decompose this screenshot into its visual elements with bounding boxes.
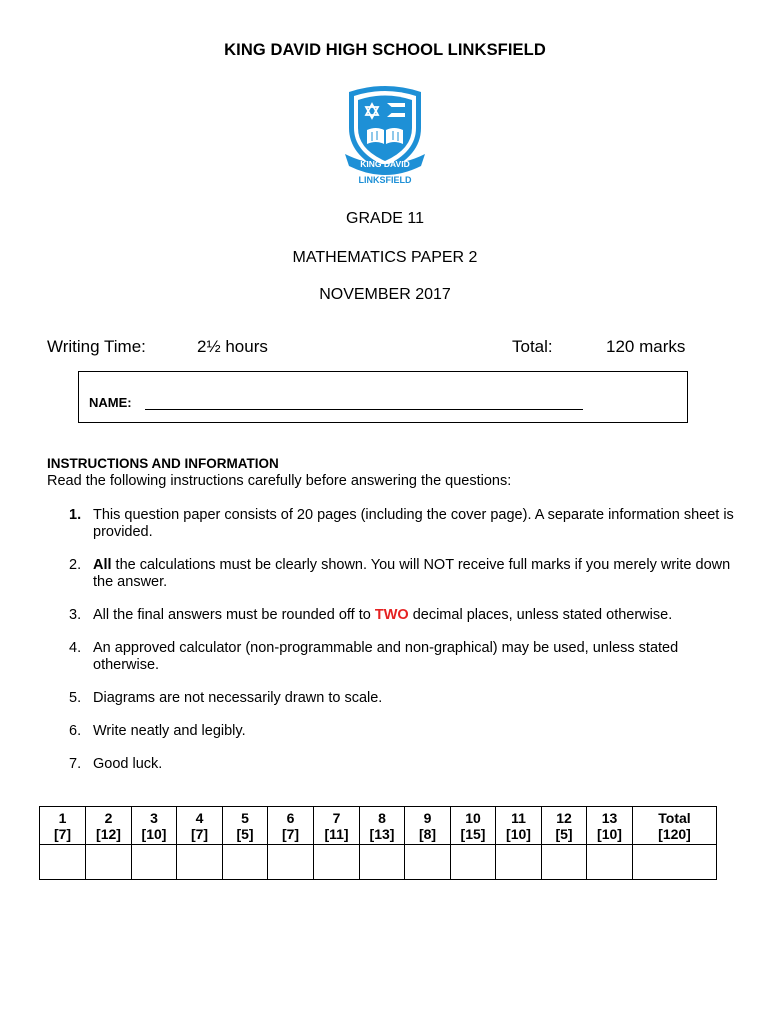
instruction-text: An approved calculator (non-programmable and non-graphical) may be used, unless stated otherwise. <box>93 640 679 673</box>
question-number: 13 <box>601 810 618 826</box>
exam-date: NOVEMBER 2017 <box>319 286 451 303</box>
name-label: NAME: <box>89 395 132 410</box>
writing-time-label: Writing Time: <box>47 337 146 356</box>
question-mark-cell <box>268 807 314 845</box>
instruction-rest: the calculations must be clearly shown. You will NOT receive full marks if you merely write down the answer. <box>93 557 731 590</box>
instructions-heading: INSTRUCTIONS AND INFORMATION <box>47 456 279 471</box>
instruction-number: 1. <box>69 507 82 523</box>
school-crest-logo <box>339 80 431 188</box>
question-max-marks: [7] <box>53 826 72 842</box>
score-cell[interactable] <box>405 845 451 880</box>
score-cell[interactable] <box>587 845 633 880</box>
question-max-marks: [10] <box>597 826 622 842</box>
question-mark-cell <box>633 807 717 845</box>
question-max-marks: [8] <box>418 826 437 842</box>
score-cell[interactable] <box>177 845 223 880</box>
question-mark-cell <box>40 807 86 845</box>
score-cell[interactable] <box>314 845 360 880</box>
question-max-marks: [15] <box>460 826 486 842</box>
question-number: 7 <box>332 810 341 826</box>
score-cell[interactable] <box>132 845 177 880</box>
question-number: 2 <box>104 810 113 826</box>
marks-table <box>39 806 717 880</box>
question-mark-cell <box>86 807 132 845</box>
question-max-marks: [10] <box>506 826 531 842</box>
instruction-item <box>69 557 739 591</box>
score-cell[interactable] <box>40 845 86 880</box>
name-box <box>78 371 688 423</box>
instructions-intro: Read the following instructions carefully before answering the questions: <box>47 473 512 489</box>
instruction-text: Write neatly and legibly. <box>93 723 246 739</box>
question-mark-cell <box>542 807 587 845</box>
question-mark-cell <box>177 807 223 845</box>
instruction-text <box>93 607 739 624</box>
total-value: 120 marks <box>606 337 686 356</box>
question-number: 11 <box>511 810 526 826</box>
marks-header-row <box>40 807 717 845</box>
score-cell[interactable] <box>451 845 496 880</box>
marks-score-row <box>40 845 717 880</box>
instruction-bold-lead: All <box>93 557 112 573</box>
question-mark-cell <box>314 807 360 845</box>
question-mark-cell <box>405 807 451 845</box>
instruction-item <box>69 507 739 541</box>
instruction-text: Diagrams are not necessarily drawn to scale. <box>93 690 383 706</box>
paper-title: MATHEMATICS PAPER 2 <box>292 249 478 266</box>
instruction-item <box>69 607 739 624</box>
instructions-list <box>69 507 739 789</box>
question-mark-cell <box>496 807 542 845</box>
question-mark-cell <box>451 807 496 845</box>
question-number: 12 <box>556 810 572 826</box>
score-cell[interactable] <box>223 845 268 880</box>
instruction-number: 7. <box>69 756 82 772</box>
question-max-marks: [7] <box>190 826 209 842</box>
question-number: Total <box>658 810 691 826</box>
instruction-number: 3. <box>69 607 82 623</box>
question-max-marks: [7] <box>281 826 300 842</box>
question-max-marks: [10] <box>141 826 167 842</box>
instruction-text <box>93 557 739 591</box>
question-number: 4 <box>195 810 204 826</box>
instruction-highlight: TWO <box>374 607 409 623</box>
instruction-item <box>69 640 739 674</box>
instruction-number: 6. <box>69 723 82 739</box>
question-number: 8 <box>378 810 386 826</box>
writing-time-value: 2½ hours <box>197 337 268 356</box>
instruction-text: Good luck. <box>93 756 163 772</box>
question-mark-cell <box>223 807 268 845</box>
instruction-item <box>69 756 739 773</box>
score-cell[interactable] <box>86 845 132 880</box>
instruction-text: This question paper consists of 20 pages (including the cover page). A separate information sheet is provided. <box>93 507 734 540</box>
score-cell[interactable] <box>268 845 314 880</box>
instruction-number: 2. <box>69 557 82 573</box>
instruction-item <box>69 690 739 707</box>
question-number: 9 <box>423 810 432 826</box>
grade-title: GRADE 11 <box>346 210 424 227</box>
instruction-number: 5. <box>69 690 82 706</box>
question-max-marks: [5] <box>236 826 254 842</box>
score-cell[interactable] <box>542 845 587 880</box>
instruction-text-after: decimal places, unless stated otherwise. <box>408 607 673 623</box>
question-max-marks: [120] <box>658 826 691 842</box>
question-max-marks: [11] <box>324 826 349 842</box>
question-max-marks: [5] <box>555 826 573 842</box>
question-mark-cell <box>360 807 405 845</box>
crest-location-text: LINKSFIELD <box>358 175 412 185</box>
question-number: 6 <box>286 810 295 826</box>
instruction-text-before: All the final answers must be rounded off to <box>93 607 375 623</box>
flag-icon <box>387 103 405 117</box>
question-number: 10 <box>465 810 481 826</box>
question-mark-cell <box>132 807 177 845</box>
score-cell[interactable] <box>360 845 405 880</box>
question-number: 5 <box>241 810 249 826</box>
instruction-item <box>69 723 739 740</box>
name-input-line[interactable] <box>145 409 583 410</box>
question-max-marks: [12] <box>96 826 121 842</box>
question-mark-cell <box>587 807 633 845</box>
question-max-marks: [13] <box>369 826 395 842</box>
instruction-number: 4. <box>69 640 82 656</box>
question-number: 3 <box>150 810 158 826</box>
question-number: 1 <box>58 810 67 826</box>
school-name: KING DAVID HIGH SCHOOL LINKSFIELD <box>224 41 546 59</box>
crest-banner-text: KING DAVID <box>360 159 410 169</box>
score-cell[interactable] <box>633 845 717 880</box>
total-label: Total: <box>512 337 553 356</box>
score-cell[interactable] <box>496 845 542 880</box>
